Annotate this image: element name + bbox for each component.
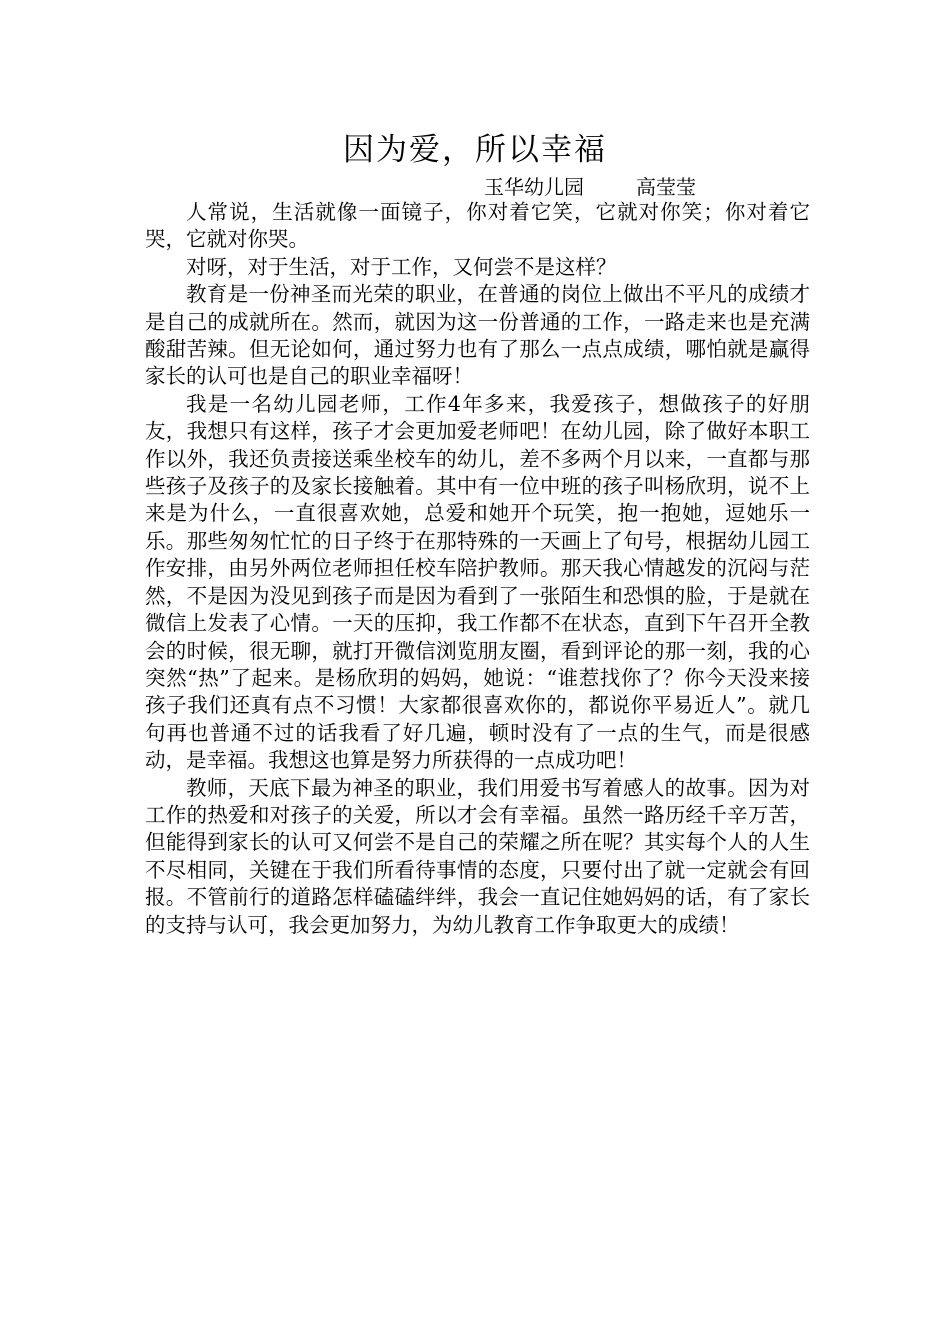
paragraph: 对呀，对于生活，对于工作，又何尝不是这样？: [186, 254, 617, 279]
byline: [484, 173, 696, 201]
paragraph: 人常说，生活就像一面镜子，你对着它笑，它就对你笑；你对着它哭，它就对你哭。: [145, 200, 810, 252]
paragraph: 我是一名幼儿园老师，工作4年多来，我爱孩子，想做孩子的好朋友，我想只有这样，孩子才会更加爱老师吧！在幼儿园，除了做好本职工作以外，我还负责接送乘坐校车的幼儿，差不多两个月以来，一直都与那些孩子及孩子的及家长接触着。其中有一位中班的孩子叫杨欣玥，说不上来是为什么，一直很喜欢她，总爱和她开个玩笑，抱一抱她，逗她乐一乐。那些匆匆忙忙的日子终于在那特殊的一天画上了句号，根据幼儿园工作安排，由另外两位老师担任校车陪护教师。那天我心情越发的沉闷与茫然，不是因为没见到孩子而是因为看到了一张陌生和恐惧的脸，于是就在微信上发表了心情。一天的压抑，我工作都不在状态，直到下午召开全教会的时候，很无聊，就打开微信浏览朋友圈，看到评论的那一刻，我的心突然“热”了起来。是杨欣玥的妈妈，她说：“谁惹找你了？你今天没来接孩子我们还真有点不习惯！大家都很喜欢你的，都说你平易近人”。就几句再也普通不过的话我看了好几遍，顿时没有了一点的生气，而是很感动，是幸福。我想这也算是努力所获得的一点成功吧！: [145, 391, 810, 773]
document-title: 因为爱，所以幸福: [343, 132, 607, 168]
paragraph: 教师，天底下最为神圣的职业，我们用爱书写着感人的故事。因为对工作的热爱和对孩子的关爱，所以才会有幸福。虽然一路历经千辛万苦，但能得到家长的认可又何尝不是自己的荣耀之所在呢？其实每个人的人生不尽相同，关键在于我们所看待事情的态度，只要付出了就一定就会有回报。不管前行的道路怎样磕磕绊绊，我会一直记住她妈妈的话，有了家长的支持与认可，我会更加努力，为幼儿教育工作争取更大的成绩！: [145, 775, 810, 937]
school-name: 玉华幼儿园: [484, 175, 584, 199]
author-name: 高莹莹: [636, 175, 696, 199]
article-body: [145, 199, 810, 939]
paragraph: 教育是一份神圣而光荣的职业，在普通的岗位上做出不平凡的成绩才是自己的成就所在。然而，就因为这一份普通的工作，一路走来也是充满酸甜苦辣。但无论如何，通过努力也有了那么一点点成绩，哪怕就是赢得家长的认可也是自己的职业幸福呀！: [145, 282, 810, 389]
